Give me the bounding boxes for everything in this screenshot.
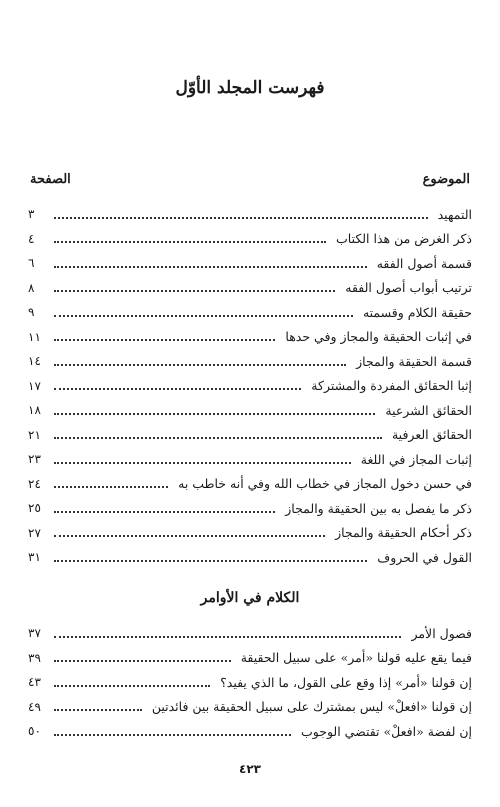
entry-title: فيما يقع عليه قولنا «أمر» على سبيل الحقيقة xyxy=(240,650,472,666)
entry-page-number: ١١ xyxy=(28,329,41,344)
toc-entry xyxy=(28,300,472,325)
dot-leader xyxy=(54,314,353,317)
entry-title: الحقائق العرفية xyxy=(391,427,472,443)
entry-page-number: ٣ xyxy=(28,207,35,222)
dot-leader xyxy=(54,338,275,341)
toc-entry xyxy=(28,496,472,521)
entry-page-number: ٢٣ xyxy=(28,452,41,467)
entry-page-number: ٣٩ xyxy=(28,650,41,665)
dot-leader xyxy=(54,485,168,488)
toc-entry xyxy=(28,621,472,646)
dot-leader xyxy=(54,461,351,464)
entry-page-number: ٤ xyxy=(28,231,35,246)
entry-page-number: ٣٧ xyxy=(28,626,41,641)
entry-title: في حسن دخول المجاز في خطاب الله وفي أنه خاطب به xyxy=(178,476,472,492)
dot-leader xyxy=(54,534,325,537)
entry-title: ذكر الغرض من هذا الكتاب xyxy=(336,231,472,247)
entry-page-number: ١٤ xyxy=(28,354,41,369)
page-number: ٤٢٣ xyxy=(239,762,261,776)
entry-page-number: ٥٠ xyxy=(28,724,41,739)
entry-title: إثبا الحقائق المفردة والمشتركة xyxy=(311,378,472,394)
toc-entry xyxy=(28,472,472,497)
entry-title: القول في الحروف xyxy=(377,549,472,565)
dot-leader xyxy=(54,708,142,711)
contents-list xyxy=(28,202,472,570)
entry-page-number: ٢٤ xyxy=(28,476,41,491)
page-column-header: الصفحة xyxy=(30,172,71,187)
toc-entry xyxy=(28,349,472,374)
toc-entry xyxy=(28,695,472,720)
toc-entry xyxy=(28,325,472,350)
section-title: الكلام في الأوامر xyxy=(200,590,300,606)
entry-page-number: ٣١ xyxy=(28,550,41,565)
dot-leader xyxy=(54,510,275,513)
entry-title: قسمة أصول الفقه xyxy=(376,255,472,271)
entry-page-number: ٢٥ xyxy=(28,501,41,516)
dot-leader xyxy=(54,289,335,292)
toc-entry xyxy=(28,276,472,301)
entry-title: فصول الأمر xyxy=(411,625,472,641)
entry-page-number: ٦ xyxy=(28,256,35,271)
dot-leader xyxy=(54,559,367,562)
entry-page-number: ٢١ xyxy=(28,427,41,442)
toc-entry xyxy=(28,545,472,570)
dot-leader xyxy=(54,387,301,390)
entry-page-number: ٩ xyxy=(28,305,35,320)
toc-entry xyxy=(28,374,472,399)
dot-leader xyxy=(54,684,210,687)
entry-title: ترتيب أبواب أصول الفقه xyxy=(345,280,472,296)
toc-entry xyxy=(28,251,472,276)
toc-entry xyxy=(28,719,472,744)
toc-entry xyxy=(28,646,472,671)
entry-page-number: ٤٩ xyxy=(28,699,41,714)
toc-entry xyxy=(28,447,472,472)
entry-page-number: ١٨ xyxy=(28,403,41,418)
entry-title: قسمة الحقيقة والمجاز xyxy=(356,353,472,369)
dot-leader xyxy=(54,240,326,243)
entry-page-number: ١٧ xyxy=(28,378,41,393)
entry-title: ذكر ما يفصل به بين الحقيقة والمجاز xyxy=(285,500,472,516)
dot-leader xyxy=(54,412,375,415)
entry-page-number: ٤٣ xyxy=(28,675,41,690)
entry-title: الحقائق الشرعية xyxy=(385,402,472,418)
dot-leader xyxy=(54,436,382,439)
entry-title: إثبات المجاز في اللغة xyxy=(360,451,472,467)
dot-leader xyxy=(54,733,291,736)
toc-entry xyxy=(28,227,472,252)
toc-entry xyxy=(28,670,472,695)
dot-leader xyxy=(54,659,231,662)
entry-page-number: ٢٧ xyxy=(28,525,41,540)
toc-entry xyxy=(28,202,472,227)
entry-title: في إثبات الحقيقة والمجاز وفي حدها xyxy=(285,329,472,345)
dot-leader xyxy=(54,363,346,366)
toc-entry xyxy=(28,521,472,546)
dot-leader xyxy=(54,216,428,219)
dot-leader xyxy=(54,635,401,638)
entry-title: حقيقة الكلام وقسمته xyxy=(362,304,472,320)
entry-page-number: ٨ xyxy=(28,280,35,295)
dot-leader xyxy=(54,265,367,268)
section-contents-list xyxy=(28,621,472,744)
entry-title: ذكر أحكام الحقيقة والمجاز xyxy=(335,525,472,541)
entry-title: إن قولنا «افعلْ» ليس بمشترك على سبيل الحقيقة بين فائدتين xyxy=(151,699,472,715)
toc-entry xyxy=(28,423,472,448)
toc-entry xyxy=(28,398,472,423)
entry-title: التمهيد xyxy=(437,206,472,222)
entry-title: إن قولنا «أمر» إذا وقع على القول، ما الذي يفيد؟ xyxy=(220,674,472,690)
subject-column-header: الموضوع xyxy=(422,172,470,187)
entry-title: إن لفضة «افعلْ» تقتضي الوجوب xyxy=(301,723,472,739)
page-title: فهرست المجلد الأوّل xyxy=(175,78,325,98)
